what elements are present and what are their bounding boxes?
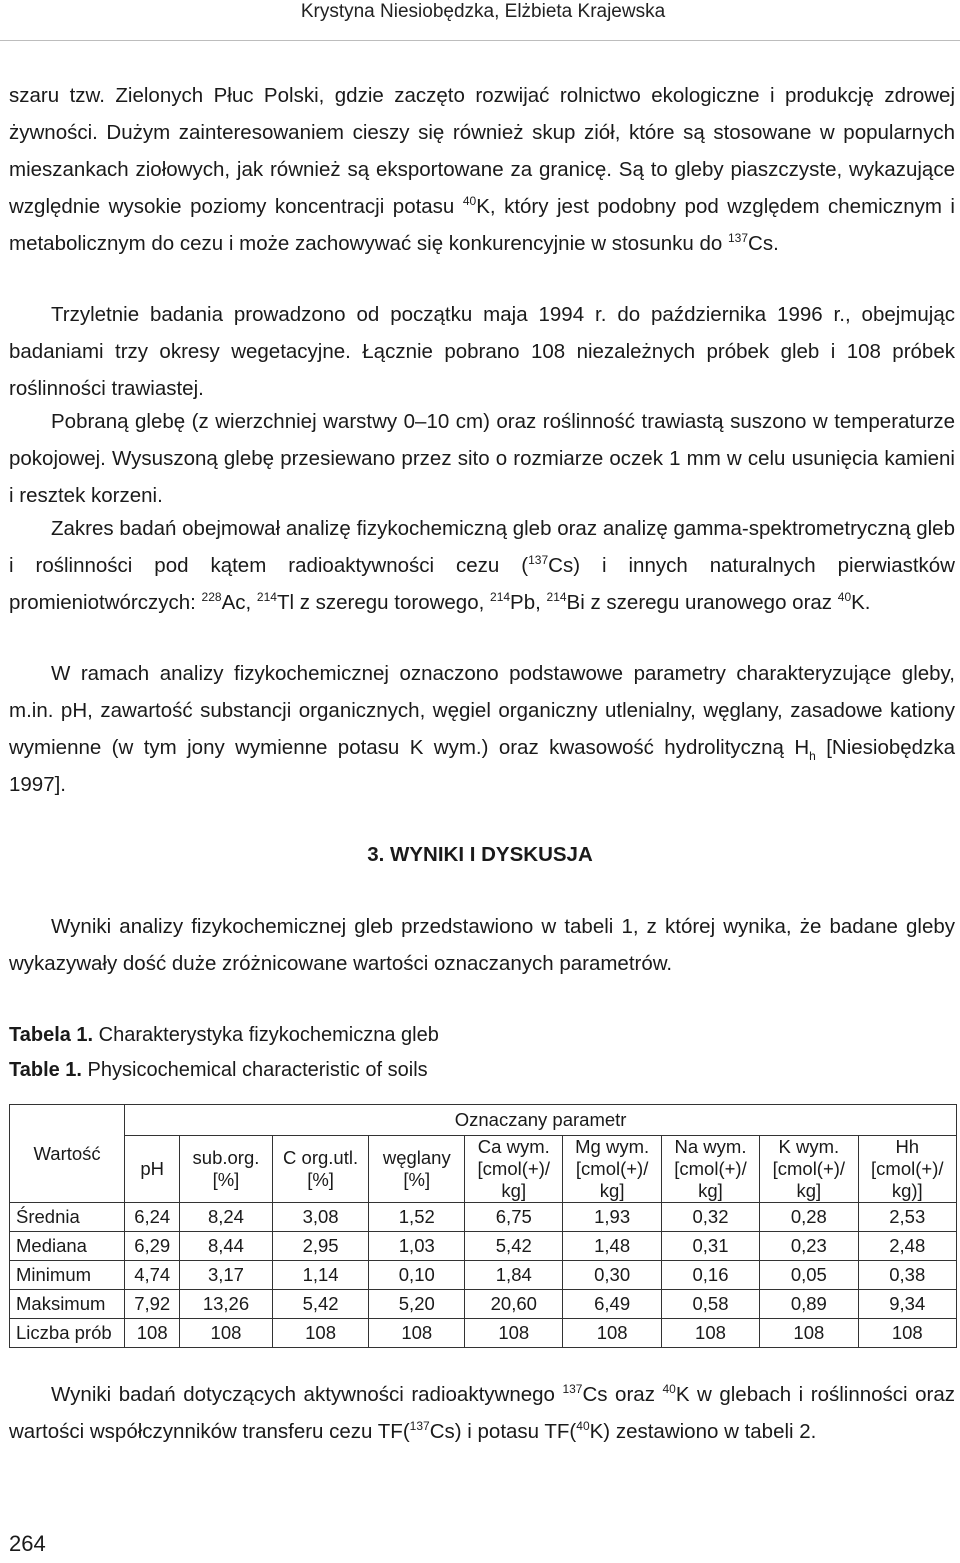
table-cell: 2,95	[272, 1232, 369, 1261]
table-column-header-line: węglany	[382, 1147, 451, 1168]
table-column-header-line: kg]	[599, 1180, 625, 1201]
table-cell: 8,44	[180, 1232, 272, 1261]
table-column-header-line: sub.org.	[192, 1147, 260, 1168]
table-cell: 8,24	[180, 1203, 272, 1232]
table-cell: 108	[760, 1319, 858, 1348]
table-cell: 6,75	[465, 1203, 563, 1232]
table-row-label: Mediana	[10, 1232, 125, 1261]
table-column-header-line: Hh	[895, 1136, 920, 1157]
table-caption-en-text: Physicochemical characteristic of soils	[82, 1059, 428, 1081]
superscript: 137	[409, 1419, 430, 1433]
table-column-header	[858, 1136, 956, 1203]
table-caption-en-label: Table 1.	[9, 1059, 82, 1081]
table-column-header	[760, 1136, 858, 1203]
table-row	[10, 1290, 957, 1319]
table-cell: 1,03	[369, 1232, 465, 1261]
table-row-label: Średnia	[10, 1203, 125, 1232]
table-cell: 0,30	[563, 1261, 661, 1290]
table-column-header-line: kg)]	[891, 1180, 923, 1201]
table-cell: 0,31	[661, 1232, 759, 1261]
table-cell: 0,32	[661, 1203, 759, 1232]
table-cell: 108	[125, 1319, 180, 1348]
superscript: 214	[546, 590, 567, 604]
table-column-header	[465, 1136, 563, 1203]
table-group-header: Oznaczany parametr	[125, 1105, 957, 1136]
table-cell: 2,48	[858, 1232, 956, 1261]
table-column-header-line: [cmol(+)/	[772, 1158, 846, 1179]
table-body	[10, 1203, 957, 1348]
table-column-header-line: [%]	[212, 1169, 240, 1190]
table-caption-en	[9, 1057, 428, 1083]
table-cell: 108	[272, 1319, 369, 1348]
table-column-header	[369, 1136, 465, 1203]
header-rule	[0, 40, 960, 41]
table-cell: 0,23	[760, 1232, 858, 1261]
table-column-header	[563, 1136, 661, 1203]
table-column-header	[125, 1136, 180, 1203]
paragraph-5: W ramach analizy fizykochemicznej oznaczono podstawowe parametry charakteryzujące gleby, m.in. pH, zawartość substancji organicznych, węgiel organiczny utlenialny, węglany, zasadowe kationy wymienne (w tym jony wymienne potasu K wym.) oraz kwasowość hydrolityczną $H_h$ [Niesiobędzka 1997].	[9, 662, 955, 796]
table-column-header-line: [cmol(+)/	[674, 1158, 747, 1179]
table-cell: 108	[661, 1319, 759, 1348]
table-cell: 1,48	[563, 1232, 661, 1261]
table-cell: 0,05	[760, 1261, 858, 1290]
table-column-header-line: Ca wym.	[477, 1136, 550, 1157]
table-cell: 2,53	[858, 1203, 956, 1232]
table-cell: 1,93	[563, 1203, 661, 1232]
table-column-header-line: [cmol(+)/	[477, 1158, 550, 1179]
table-row	[10, 1203, 957, 1232]
table-caption-pl-label: Tabela 1.	[9, 1024, 94, 1046]
table-cell: 0,38	[858, 1261, 956, 1290]
paragraph-3: Pobraną glebę (z wierzchniej warstwy 0–10 cm) oraz roślinność trawiastą suszono w temperaturze pokojowej. Wysuszoną glebę przesiewano przez sito o rozmiarze oczek 1 mm w celu usunięcia kamieni i resztek korzeni.	[9, 410, 955, 507]
table-cell: 0,28	[760, 1203, 858, 1232]
table-cell: 1,52	[369, 1203, 465, 1232]
table-column-header-line: Mg wym.	[575, 1136, 650, 1157]
superscript: 137	[528, 553, 549, 567]
paragraph-4: Zakres badań obejmował analizę fizykochemiczną gleb oraz analizę gamma-spektrometryczną gleb i roślinności pod kątem radioaktywności cezu ($^{137}$Cs) i innych naturalnych pierwiastków promieniotwórczych: $^{228}$Ac, $^{214}$Tl z szeregu torowego, $^{214}$Pb, $^{214}$Bi z szeregu uranowego oraz $^{40}$K.	[9, 517, 955, 614]
superscript: 40	[837, 590, 852, 604]
superscript: 40	[576, 1419, 590, 1433]
table-cell: 6,49	[563, 1290, 661, 1319]
superscript: 214	[256, 590, 277, 604]
table-column-header-line: [cmol(+)/	[871, 1158, 944, 1179]
table-column-header	[180, 1136, 272, 1203]
table-cell: 5,20	[369, 1290, 465, 1319]
table-column-header-line: Na wym.	[674, 1136, 747, 1157]
table-caption-pl-text: Charakterystyka fizykochemiczna gleb	[93, 1024, 439, 1046]
table-column-header-line: kg]	[501, 1180, 527, 1201]
table-cell: 108	[858, 1319, 956, 1348]
table-cell: 0,10	[369, 1261, 465, 1290]
subscript: h	[809, 749, 816, 763]
table-cell: 6,24	[125, 1203, 180, 1232]
table-column-header-row	[10, 1136, 957, 1203]
table-cell: 0,89	[760, 1290, 858, 1319]
paragraph-2: Trzyletnie badania prowadzono od początku maja 1994 r. do października 1996 r., obejmując badaniami trzy okresy wegetacyjne. Łącznie pobrano 108 niezależnych próbek gleb i 108 próbek roślinności trawiastej.	[9, 303, 955, 400]
table-cell: 108	[563, 1319, 661, 1348]
section-heading: 3. WYNIKI I DYSKUSJA	[367, 843, 593, 866]
table-cell: 3,17	[180, 1261, 272, 1290]
superscript: 137	[562, 1382, 583, 1396]
table-row	[10, 1261, 957, 1290]
table-column-header-line: [%]	[403, 1169, 431, 1190]
table-cell: 0,58	[661, 1290, 759, 1319]
paragraph-6: Wyniki analizy fizykochemicznej gleb przedstawiono w tabeli 1, z której wynika, że badane gleby wykazywały dość duże zróżnicowane wartości oznaczanych parametrów.	[9, 915, 955, 975]
superscript: 137	[727, 231, 749, 245]
table-cell: 4,74	[125, 1261, 180, 1290]
table-column-header-line: pH	[140, 1158, 165, 1179]
paragraph-1: szaru tzw. Zielonych Płuc Polski, gdzie zaczęto rozwijać rolnictwo ekologiczne i produkcję zdrowej żywności. Dużym zainteresowaniem cieszy się również skup ziół, które są stosowane w popularnych mieszankach ziołowych, jak również są eksportowane za granicę. Są to gleby piaszczyste, wykazujące względnie wysokie poziomy koncentracji potasu $^{40}$K, który jest podobny pod względem chemicznym i metabolicznym do cezu i może zachowywać się konkurencyjnie w stosunku do $^{137}$Cs.	[9, 84, 955, 255]
table-cell: 108	[369, 1319, 465, 1348]
table-column-header	[272, 1136, 369, 1203]
table-column-header	[661, 1136, 759, 1203]
table-column-header-line: C org.utl.	[283, 1147, 359, 1168]
table-cell: 0,16	[661, 1261, 759, 1290]
table-row-label: Minimum	[10, 1261, 125, 1290]
table-cell: 108	[180, 1319, 272, 1348]
table-cell: 9,34	[858, 1290, 956, 1319]
superscript: 40	[662, 1382, 676, 1396]
superscript: 40	[462, 194, 477, 208]
table-column-header-line: [%]	[307, 1169, 334, 1190]
running-header-text: Krystyna Niesiobędzka, Elżbieta Krajewska	[300, 1, 666, 22]
table-cell: 1,14	[272, 1261, 369, 1290]
table-row	[10, 1232, 957, 1261]
table-corner-header: Wartość	[10, 1105, 125, 1203]
table-row	[10, 1319, 957, 1348]
table-cell: 5,42	[465, 1232, 563, 1261]
page-number: 264	[9, 1531, 46, 1556]
soil-characteristics-table	[9, 1104, 957, 1348]
table-column-header-line: kg]	[698, 1180, 723, 1201]
superscript: 214	[490, 590, 511, 604]
table-cell: 13,26	[180, 1290, 272, 1319]
table-cell: 3,08	[272, 1203, 369, 1232]
table-cell: 1,84	[465, 1261, 563, 1290]
table-column-header-line: kg]	[796, 1180, 822, 1201]
table-cell: 5,42	[272, 1290, 369, 1319]
table-cell: 7,92	[125, 1290, 180, 1319]
table-row-label: Liczba prób	[10, 1319, 125, 1348]
table-cell: 20,60	[465, 1290, 563, 1319]
table-cell: 6,29	[125, 1232, 180, 1261]
table-column-header-line: K wym.	[778, 1136, 840, 1157]
paragraph-7: Wyniki badań dotyczących aktywności radioaktywnego $^{137}$Cs oraz $^{40}$K w glebach i roślinności oraz wartości współczynników transferu cezu TF($^{137}$Cs) i potasu TF($^{40}$K) zestawiono w tabeli 2.	[9, 1382, 956, 1443]
table-cell: 108	[465, 1319, 563, 1348]
table-row-label: Maksimum	[10, 1290, 125, 1319]
table-caption-pl	[9, 1022, 439, 1048]
superscript: 228	[201, 590, 222, 604]
running-header	[0, 0, 960, 44]
table-column-header-line: [cmol(+)/	[575, 1158, 649, 1179]
